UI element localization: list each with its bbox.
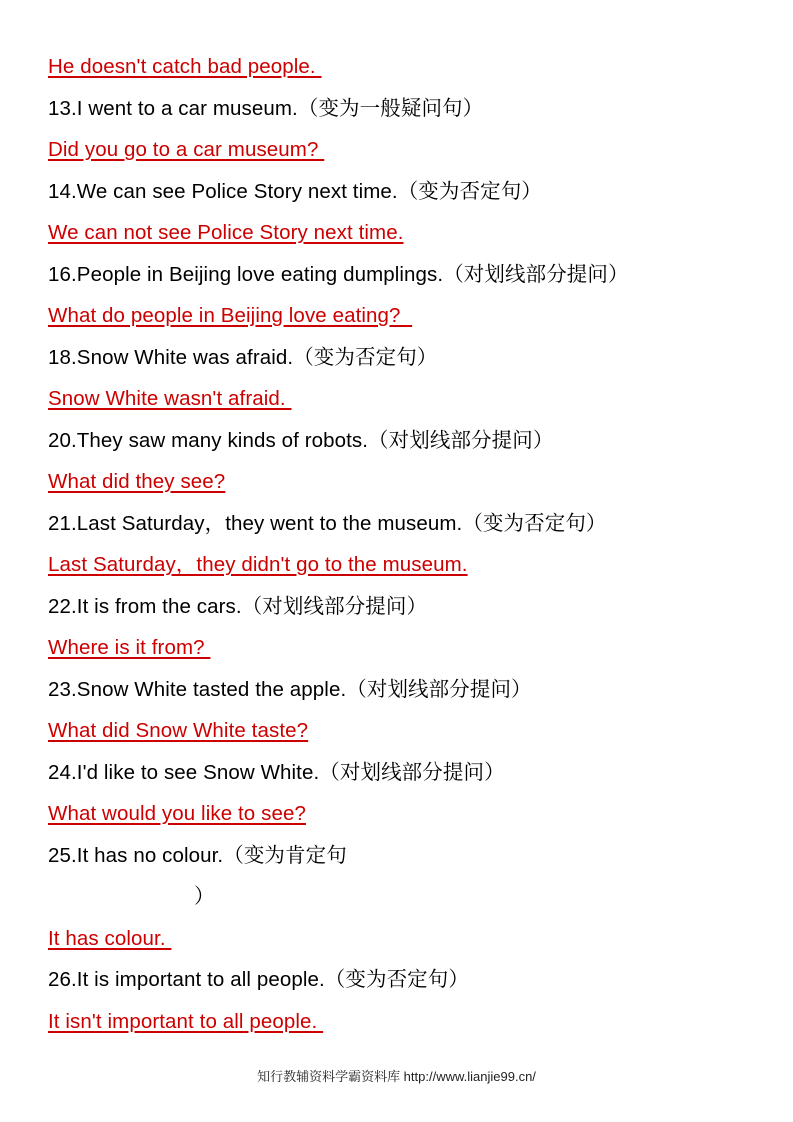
answer-line — [48, 46, 749, 88]
answer-line — [48, 129, 749, 171]
answer-text: What would you like to see? — [48, 802, 306, 825]
question-line: 23.Snow White tasted the apple.（对划线部分提问） — [48, 677, 532, 701]
answer-line — [48, 461, 749, 503]
answer-line — [48, 295, 749, 337]
answer-text: It has colour. — [48, 926, 172, 950]
answer-text: Did you go to a car museum? — [48, 138, 325, 161]
footer-watermark: 知行教辅资料学霸资料库 http://www.lianjie99.cn/ — [257, 1069, 536, 1084]
answer-text: We can not see Police Story next time. — [48, 221, 404, 244]
question-line-continuation: ） — [194, 885, 215, 908]
question-line: 26.It is important to all people.（变为否定句） — [48, 968, 469, 991]
question-line: 18.Snow White was afraid.（变为否定句） — [48, 345, 438, 369]
answer-line — [48, 918, 749, 960]
answer-text: Where is it from? — [48, 636, 211, 659]
question-line: 24.I'd like to see Snow White.（对划线部分提问） — [48, 760, 505, 784]
answer-text: It isn't important to all people. — [48, 1009, 324, 1033]
answer-line — [48, 710, 749, 752]
question-line: 22.It is from the cars.（对划线部分提问） — [48, 594, 428, 618]
answer-text: He doesn't catch bad people. — [48, 55, 322, 78]
answer-text: What do people in Beijing love eating? — [48, 304, 413, 327]
answer-text: Last Saturday，they didn't go to the museum. — [48, 553, 468, 576]
answer-line — [48, 212, 749, 254]
question-line: 14.We can see Police Story next time.（变为否定句） — [48, 179, 542, 203]
answer-line — [48, 793, 749, 835]
answer-line — [48, 1001, 749, 1043]
answer-line — [48, 378, 749, 420]
question-line: 13.I went to a car museum.（变为一般疑问句） — [48, 96, 484, 120]
answer-text: What did they see? — [48, 470, 226, 493]
question-line: 21.Last Saturday，they went to the museum.（变为否定句） — [48, 511, 607, 535]
question-line: 25.It has no colour.（变为肯定句 — [48, 843, 347, 867]
question-line: 16.People in Beijing love eating dumplings.（对划线部分提问） — [48, 262, 629, 286]
answer-text: Snow White wasn't afraid. — [48, 387, 292, 410]
answer-text: What did Snow White taste? — [48, 719, 309, 742]
question-line: 20.They saw many kinds of robots.（对划线部分提问） — [48, 428, 554, 452]
answer-line — [48, 627, 749, 669]
answer-line — [48, 544, 749, 586]
